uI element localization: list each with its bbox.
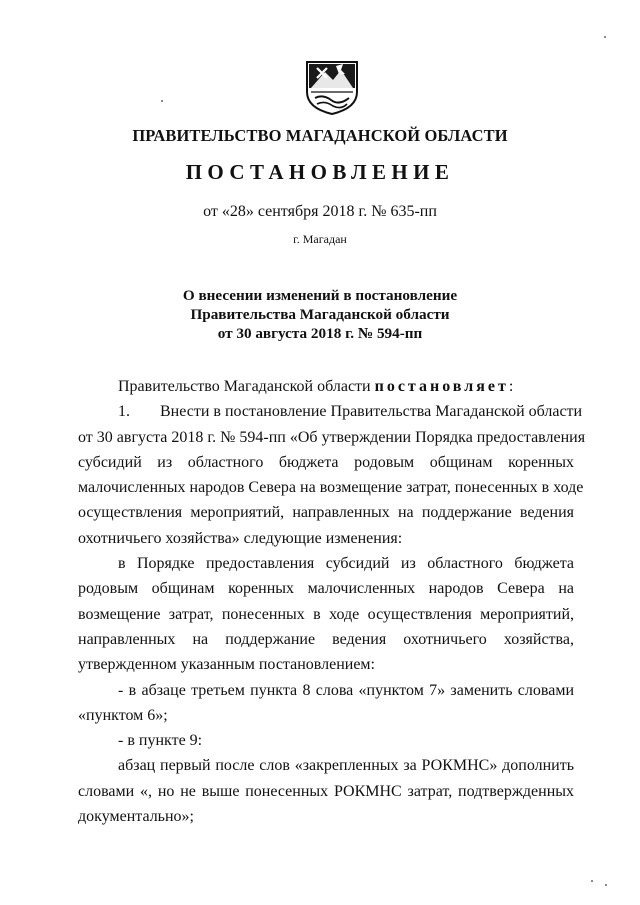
document-title: [0, 286, 640, 343]
preamble-text: Правительство Магаданской области: [118, 378, 375, 395]
scan-speck: [161, 100, 163, 102]
scan-speck: [591, 880, 593, 882]
scan-speck: [605, 884, 607, 886]
preamble: [78, 374, 574, 399]
paragraph-2-line: возмещение затрат, понесенных в ходе осуществления мероприятий,: [78, 605, 574, 623]
paragraph-5-line: документально»;: [78, 808, 194, 826]
paragraph-2-line: утвержденном указанным постановлением:: [78, 656, 375, 674]
item-1-line: охотничьего хозяйства» следующие изменения:: [78, 529, 403, 547]
title-line: О внесении изменений в постановление: [182, 287, 458, 304]
item-1-line: субсидий из областного бюджета родовым общинам коренных: [78, 453, 574, 471]
title-line: Правительства Магаданской области: [190, 306, 450, 323]
paragraph-2-line: в Порядке предоставления субсидий из областного бюджета: [118, 555, 574, 573]
scan-speck: [604, 36, 606, 38]
paragraph-4-line: - в пункте 9:: [118, 732, 203, 750]
paragraph-5-line: абзац первый после слов «закрепленных за РОКМНС» дополнить: [118, 757, 574, 775]
title-line: от 30 августа 2018 г. № 594-пп: [217, 325, 423, 342]
item-1-line: от 30 августа 2018 г. № 594-пп «Об утверждении Порядка предоставления: [78, 428, 586, 446]
document-body: [78, 374, 586, 829]
document-type: ПОСТАНОВЛЕНИЕ: [185, 160, 455, 184]
document-city: г. Магадан: [293, 232, 347, 246]
document-date-number: от «28» сентября 2018 г. № 635-пп: [203, 203, 437, 220]
paragraph-3-line: «пунктом 6»;: [78, 706, 168, 724]
item-1-line: осуществления мероприятий, направленных на поддержание ведения: [78, 504, 574, 522]
magadan-coat-of-arms-icon: [303, 58, 361, 116]
organization-name: ПРАВИТЕЛЬСТВО МАГАДАНСКОЙ ОБЛАСТИ: [132, 126, 508, 145]
preamble-colon: :: [508, 378, 514, 395]
item-1-text: Внести в постановление Правительства Магаданской области: [160, 403, 583, 421]
paragraph-2-line: направленных на поддержание ведения охотничьего хозяйства,: [78, 630, 574, 648]
paragraph-2-line: родовым общинам коренных малочисленных народов Севера на: [78, 580, 574, 598]
preamble-resolves: постановляет: [374, 378, 509, 395]
item-1-line: малочисленных народов Севера на возмещение затрат, понесенных в ходе: [78, 479, 584, 497]
item-number: 1.: [118, 403, 130, 421]
paragraph-3-line: - в абзаце третьем пункта 8 слова «пунктом 7» заменить словами: [118, 681, 574, 699]
item-1-line: [78, 399, 583, 424]
paragraph-5-line: словами «, но не выше понесенных РОКМНС затрат, подтвержденных: [78, 782, 574, 800]
